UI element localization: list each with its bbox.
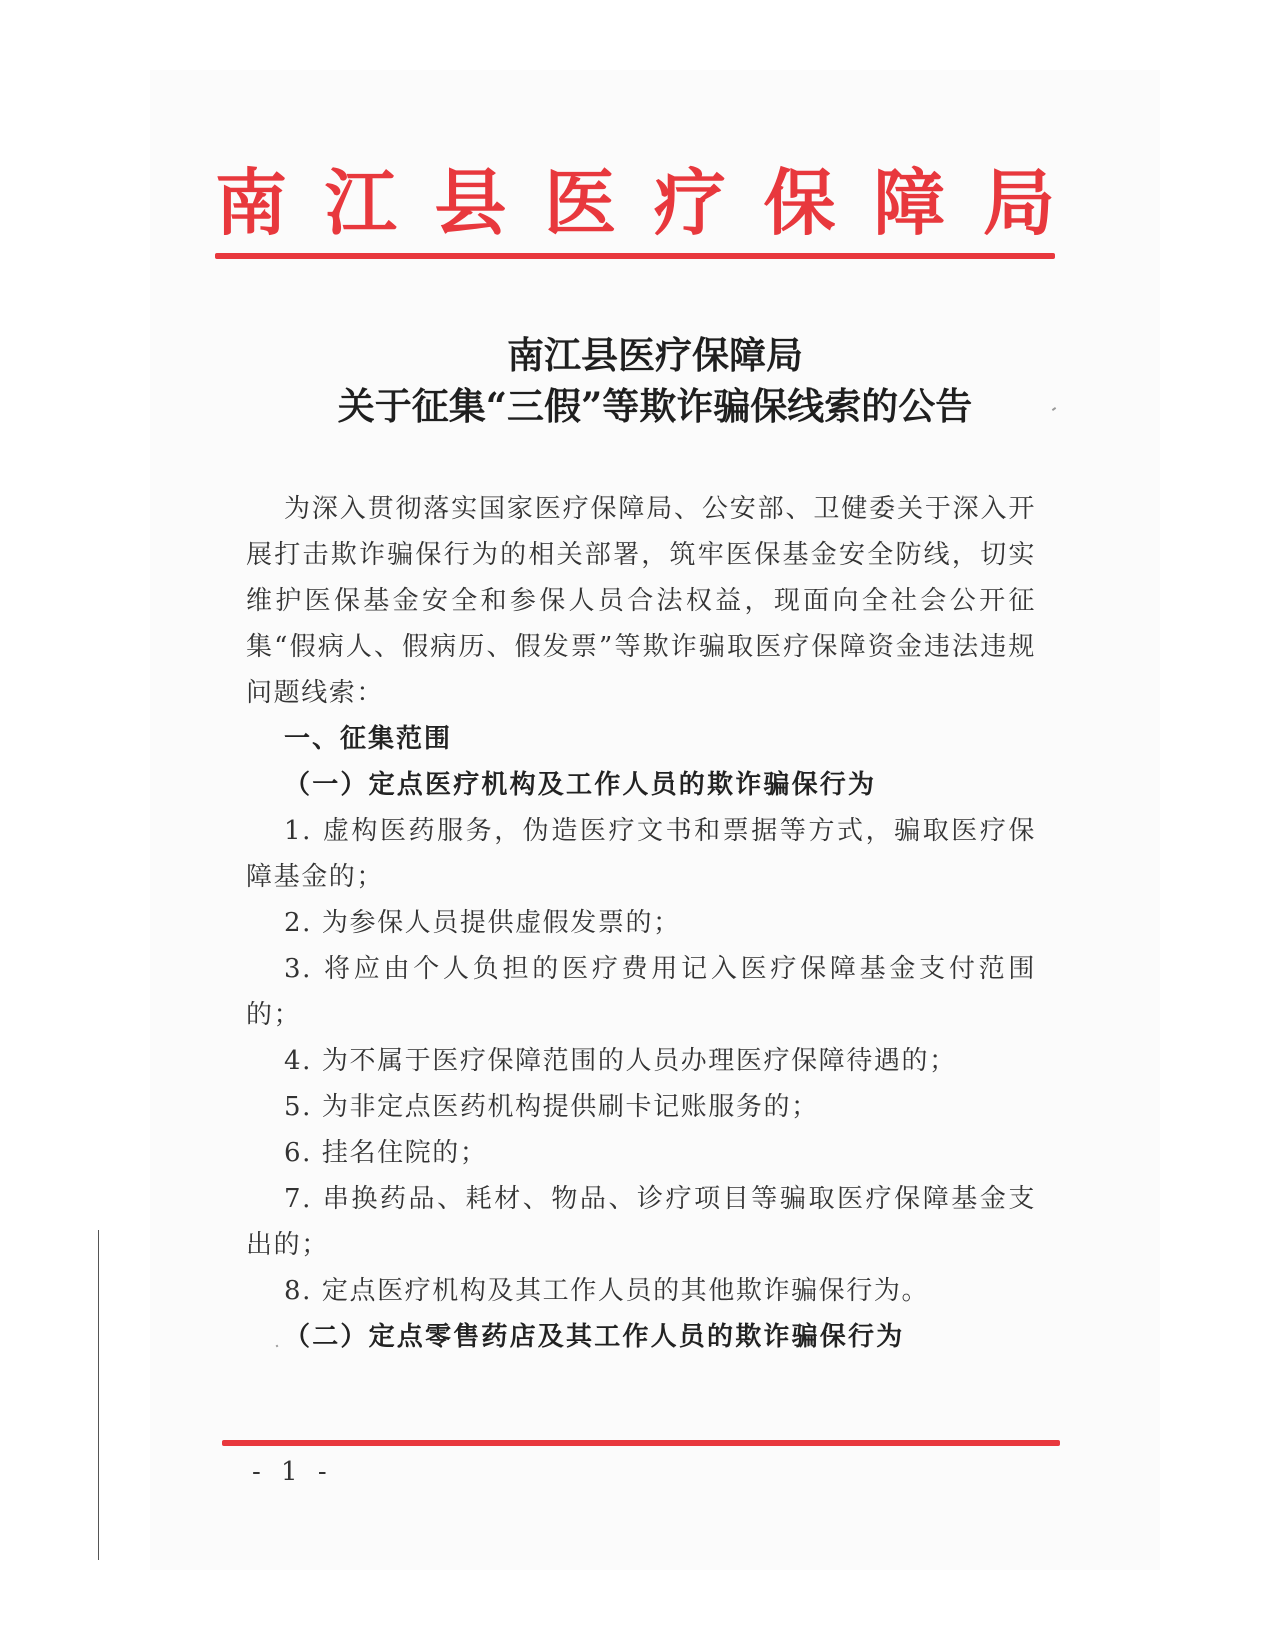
agency-letterhead — [215, 160, 1055, 260]
agency-char: 县 — [434, 160, 507, 245]
subsection-heading: （二）定点零售药店及其工作人员的欺诈骗保行为 — [284, 1322, 905, 1352]
list-item: 6. 挂名住院的； — [284, 1138, 488, 1168]
list-item: 7. 串换药品、耗材、物品、诊疗项目等骗取医疗保障基金支出的； — [246, 1184, 1036, 1260]
subsection-heading: （一）定点医疗机构及工作人员的欺诈骗保行为 — [284, 770, 877, 800]
list-item: 2. 为参保人员提供虚假发票的； — [284, 908, 681, 938]
section-heading: 一、征集范围 — [284, 724, 453, 754]
agency-char: 保 — [763, 160, 836, 245]
scan-edge-line — [98, 1230, 99, 1560]
agency-name — [215, 160, 1055, 246]
intro-paragraph: 为深入贯彻落实国家医疗保障局、公安部、卫健委关于深入开展打击欺诈骗保行为的相关部署，筑牢医保基金安全防线，切实维护医保基金安全和参保人员合法权益，现面向全社会公开征集“假病人、假病历、假发票”等欺诈骗取医疗保障资金违法违规问题线索： — [246, 494, 1036, 708]
header-red-rule — [215, 253, 1055, 259]
list-item: 8. 定点医疗机构及其工作人员的其他欺诈骗保行为。 — [284, 1276, 930, 1306]
agency-char: 障 — [873, 160, 946, 245]
agency-char: 医 — [544, 160, 617, 245]
title-line-1: 南江县医疗保障局 — [507, 333, 803, 377]
title-line-2: 关于征集“三假”等欺诈骗保线索的公告 — [337, 384, 973, 428]
agency-char: 局 — [982, 160, 1055, 245]
list-item: 1. 虚构医药服务，伪造医疗文书和票据等方式，骗取医疗保障基金的； — [246, 816, 1036, 892]
agency-char: 江 — [324, 160, 397, 245]
page-number: - 1 - — [252, 1457, 333, 1487]
list-item: 5. 为非定点医药机构提供刷卡记账服务的； — [284, 1092, 819, 1122]
footer-red-rule — [222, 1440, 1060, 1446]
document-body — [246, 486, 1036, 1360]
document-title — [150, 330, 1160, 432]
list-item: 4. 为不属于医疗保障范围的人员办理医疗保障待遇的； — [284, 1046, 957, 1076]
list-item: 3. 将应由个人负担的医疗费用记入医疗保障基金支付范围的； — [246, 954, 1036, 1030]
agency-char: 疗 — [653, 160, 726, 245]
agency-char: 南 — [215, 160, 288, 245]
